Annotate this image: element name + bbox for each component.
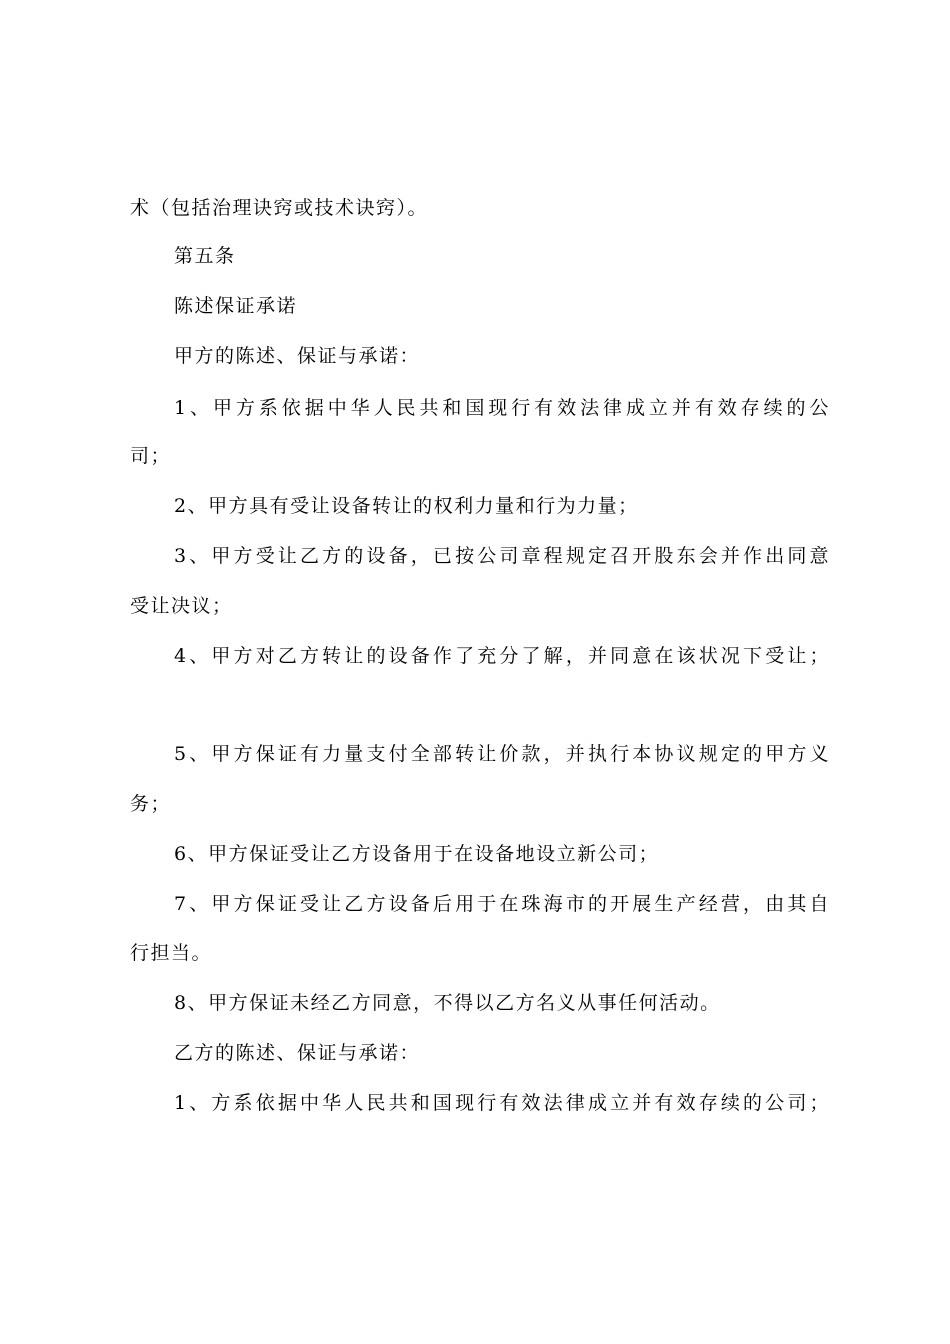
party-b-heading: 乙方的陈述、保证与承诺： [174,1042,421,1064]
clause-a3-line1: 3、甲方受让乙方的设备，已按公司章程规定召开股东会并作出同意 [174,545,830,567]
clause-a3-line2: 受让决议； [130,595,233,617]
clause-a5-line2: 务； [130,793,172,815]
clause-b1: 1、方系依据中华人民共和国现行有效法律成立并有效存续的公司； [174,1092,830,1114]
clause-a1-line1: 1、甲方系依据中华人民共和国现行有效法律成立并有效存续的公 [174,397,830,419]
party-a-heading: 甲方的陈述、保证与承诺： [174,345,421,367]
article-heading: 第五条 [174,245,236,267]
clause-a4: 4、甲方对乙方转让的设备作了充分了解，并同意在该状况下受让； [174,645,830,667]
clause-a5-line1: 5、甲方保证有力量支付全部转让价款，并执行本协议规定的甲方义 [174,743,830,765]
clause-a1-line2: 司； [130,445,172,467]
clause-a7-line1: 7、甲方保证受让乙方设备后用于在珠海市的开展生产经营，由其自 [174,893,830,915]
clause-a7-line2: 行担当。 [130,942,213,964]
clause-a6: 6、甲方保证受让乙方设备用于在设备地设立新公司； [174,843,660,865]
text-line-continuation: 术（包括治理诀窍或技术诀窍）。 [130,197,429,219]
clause-a2: 2、甲方具有受让设备转让的权利力量和行为力量； [174,495,639,517]
clause-a8: 8、甲方保证未经乙方同意，不得以乙方名义从事任何活动。 [174,992,721,1014]
section-title: 陈述保证承诺 [174,295,298,317]
